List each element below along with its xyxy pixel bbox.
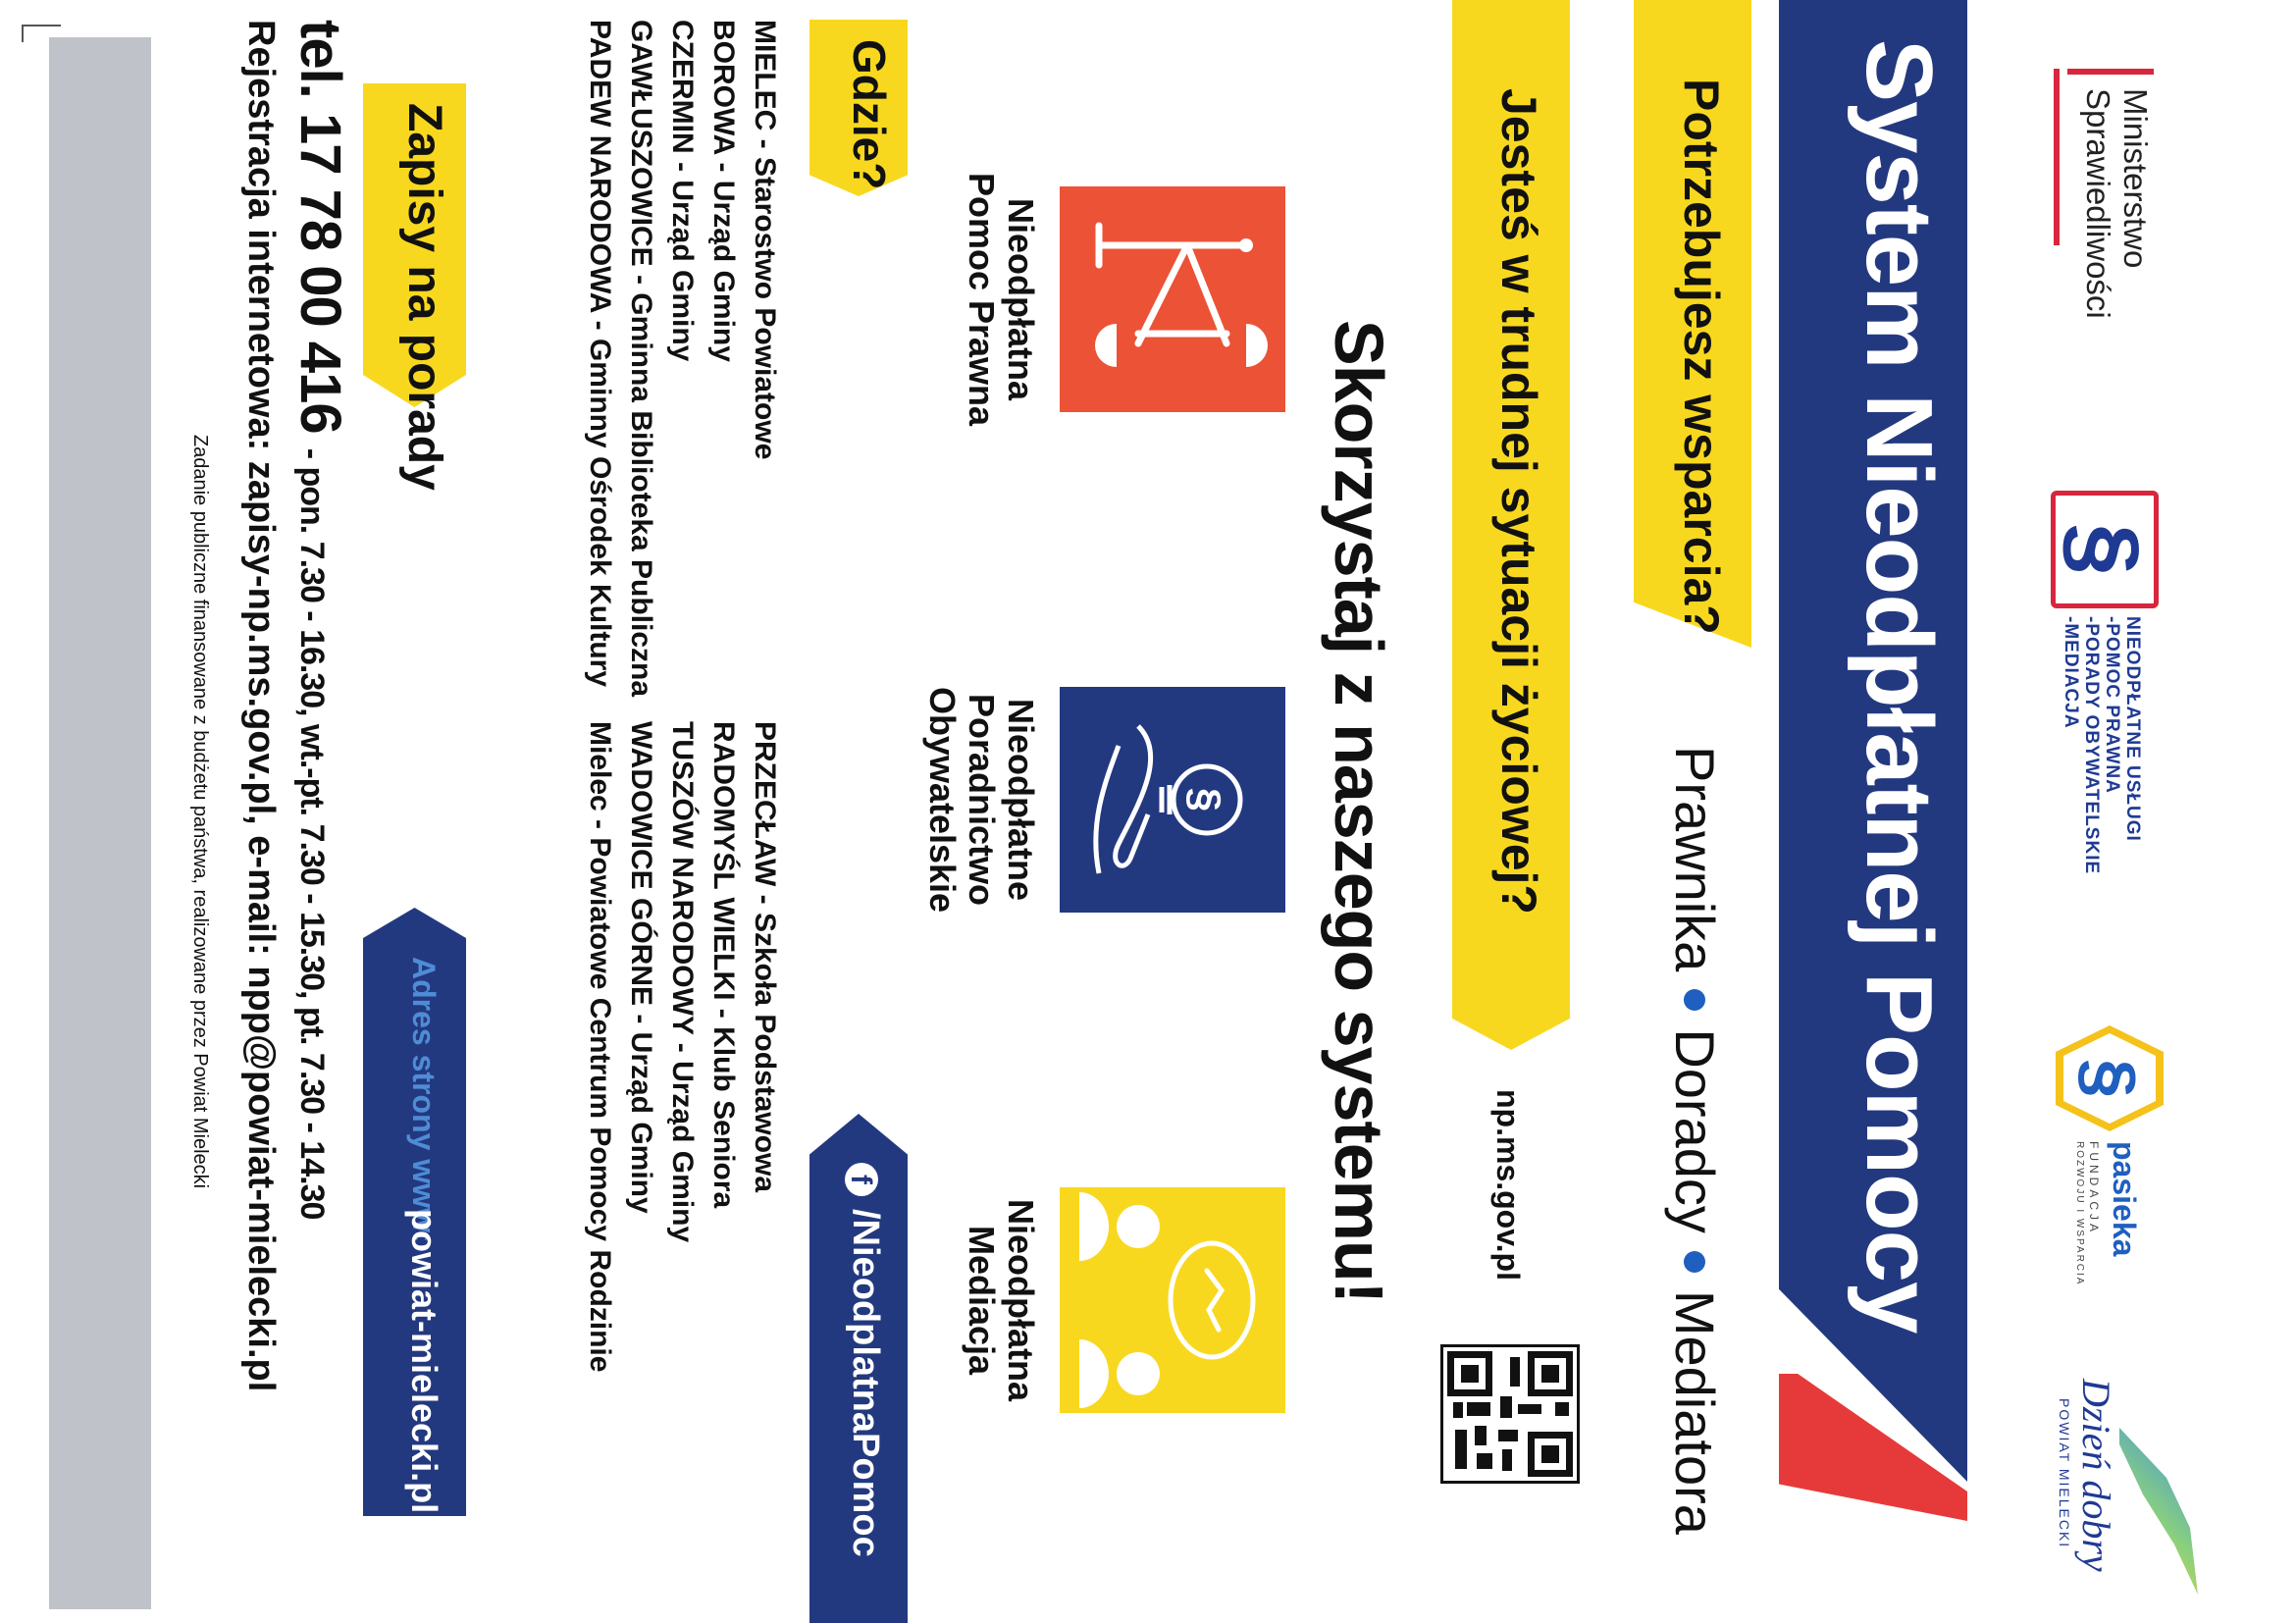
- website-label: Adres strony www:: [406, 957, 442, 1243]
- paragraph-icon: §: [2070, 1058, 2149, 1099]
- locations-right: [579, 721, 785, 1372]
- funding-note: Zadanie publiczne finansowane z budżetu państwa, realizowane przez Powiat Mielecki: [189, 434, 211, 1189]
- service-line: Pomoc Prawna: [962, 172, 1002, 427]
- question2-text: Jesteś w trudnej sytuacji życiowej?: [1491, 88, 1546, 915]
- services-logo-line: NIEODPŁATNE USŁUGI: [2122, 616, 2143, 842]
- ministry-name-line1: Ministerstwo: [2117, 88, 2154, 269]
- hand-with-lightbulb-icon: [1060, 687, 1285, 913]
- roles-list: [1663, 746, 1727, 1535]
- location-item: PADEW NARODOWA - Gminny Ośrodek Kultury: [584, 20, 616, 688]
- ribbon-icon: [2119, 1428, 2198, 1595]
- bullet-icon: [1684, 989, 1705, 1011]
- location-item: RADOMYŚL WIELKI - Klub Seniora: [707, 721, 740, 1209]
- location-item: TUSZÓW NARODOWY - Urząd Gminy: [666, 721, 699, 1243]
- role-advisor: Doradcy: [1664, 1028, 1726, 1233]
- civic-advice-tile: [1060, 687, 1285, 913]
- paragraph-icon: §: [2053, 523, 2158, 576]
- dzien-dobry-text: Dzień dobry: [2074, 1379, 2118, 1572]
- service-mediation: [962, 1094, 1040, 1506]
- poster-title: System Nieodpłatnej Pomocy: [1847, 39, 1952, 1334]
- signup-label: Zapisy na porady: [398, 103, 450, 491]
- service-line: Nieodpłatna: [1001, 197, 1041, 400]
- service-line: Nieodpłatna: [1001, 1198, 1041, 1401]
- location-item: BOROWA - Urząd Gminy: [707, 20, 740, 362]
- location-item: GAWŁUSZOWICE - Gminna Biblioteka Publiczna: [625, 20, 657, 698]
- location-item: MIELEC - Starostwo Powiatowe: [749, 20, 781, 460]
- services-logo-line: -PORADY OBYWATELSKIE: [2081, 616, 2102, 875]
- scales-of-justice-icon: [1060, 186, 1285, 412]
- bullet-icon: [1684, 1251, 1705, 1273]
- qr-code-icon[interactable]: [1440, 1344, 1580, 1484]
- people-handshake-icon: [1060, 1187, 1285, 1413]
- question1-text: Potrzebujesz wsparcia?: [1674, 79, 1729, 635]
- mediation-tile: [1060, 1187, 1285, 1413]
- phone-line: [287, 20, 353, 1219]
- facebook-icon[interactable]: f: [845, 1163, 878, 1196]
- service-line: Mediacja: [962, 1225, 1002, 1376]
- service-legal-aid: [962, 93, 1040, 505]
- dzien-dobry-subtitle: POWIAT MIELECKI: [2057, 1398, 2072, 1549]
- pasieka-subtitle-2: ROZWOJU I WSPARCIA: [2074, 1141, 2085, 1286]
- locations-left: [579, 20, 785, 697]
- poster: [152, 0, 2271, 1623]
- legal-aid-tile: [1060, 186, 1285, 412]
- location-item: WADOWICE GÓRNE - Urząd Gminy: [625, 721, 657, 1214]
- services-logo-line: -POMOC PRAWNA: [2102, 616, 2122, 794]
- ministry-name-line2: Sprawiedliwości: [2080, 88, 2116, 319]
- location-item: CZERMIN - Urząd Gminy: [666, 20, 699, 362]
- call-to-action: Skorzystaj z naszego systemu!: [1321, 320, 1397, 1303]
- role-lawyer: Prawnika: [1664, 746, 1726, 972]
- scan-corner-mark: [22, 25, 61, 26]
- phone-prefix: tel.: [288, 20, 352, 98]
- role-mediator: Mediatora: [1664, 1289, 1726, 1535]
- phone-number[interactable]: 17 78 00 416: [288, 112, 352, 434]
- where-label: Gdzie?: [844, 39, 895, 190]
- pasieka-subtitle: FUNDACJA: [2087, 1141, 2101, 1236]
- location-item: Mielec - Powiatowe Centrum Pomocy Rodzinie: [584, 721, 616, 1373]
- location-item: PRZECŁAW - Szkoła Podstawowa: [749, 721, 781, 1193]
- pasieka-name: pasieka: [2107, 1141, 2142, 1257]
- facebook-handle[interactable]: /NieodplatnaPomoc: [845, 1209, 886, 1557]
- site-short-url[interactable]: np.ms.gov.pl: [1490, 1089, 1526, 1281]
- registration-line[interactable]: Rejestracja internetowa: zapisy-np.ms.gov.pl, e-mail: npp@powiat-mielecki.pl: [240, 20, 282, 1392]
- scan-edge-strip: [49, 37, 151, 1609]
- dzien-dobry-logo: [2031, 1369, 2198, 1595]
- website-link[interactable]: powiat-mielecki.pl: [404, 1209, 444, 1514]
- service-line: Nieodpłatne: [1001, 698, 1041, 901]
- office-hours: - pon. 7.30 - 16.30, wt.-pt. 7.30 - 15.30, pt. 7.30 - 14.30: [293, 447, 331, 1220]
- svg-text:§: §: [1181, 787, 1229, 812]
- services-logo-line: -MEDIACJA: [2061, 616, 2081, 729]
- service-line: Poradnictwo Obywatelskie: [922, 686, 1002, 914]
- service-civic-advice: [922, 594, 1040, 1006]
